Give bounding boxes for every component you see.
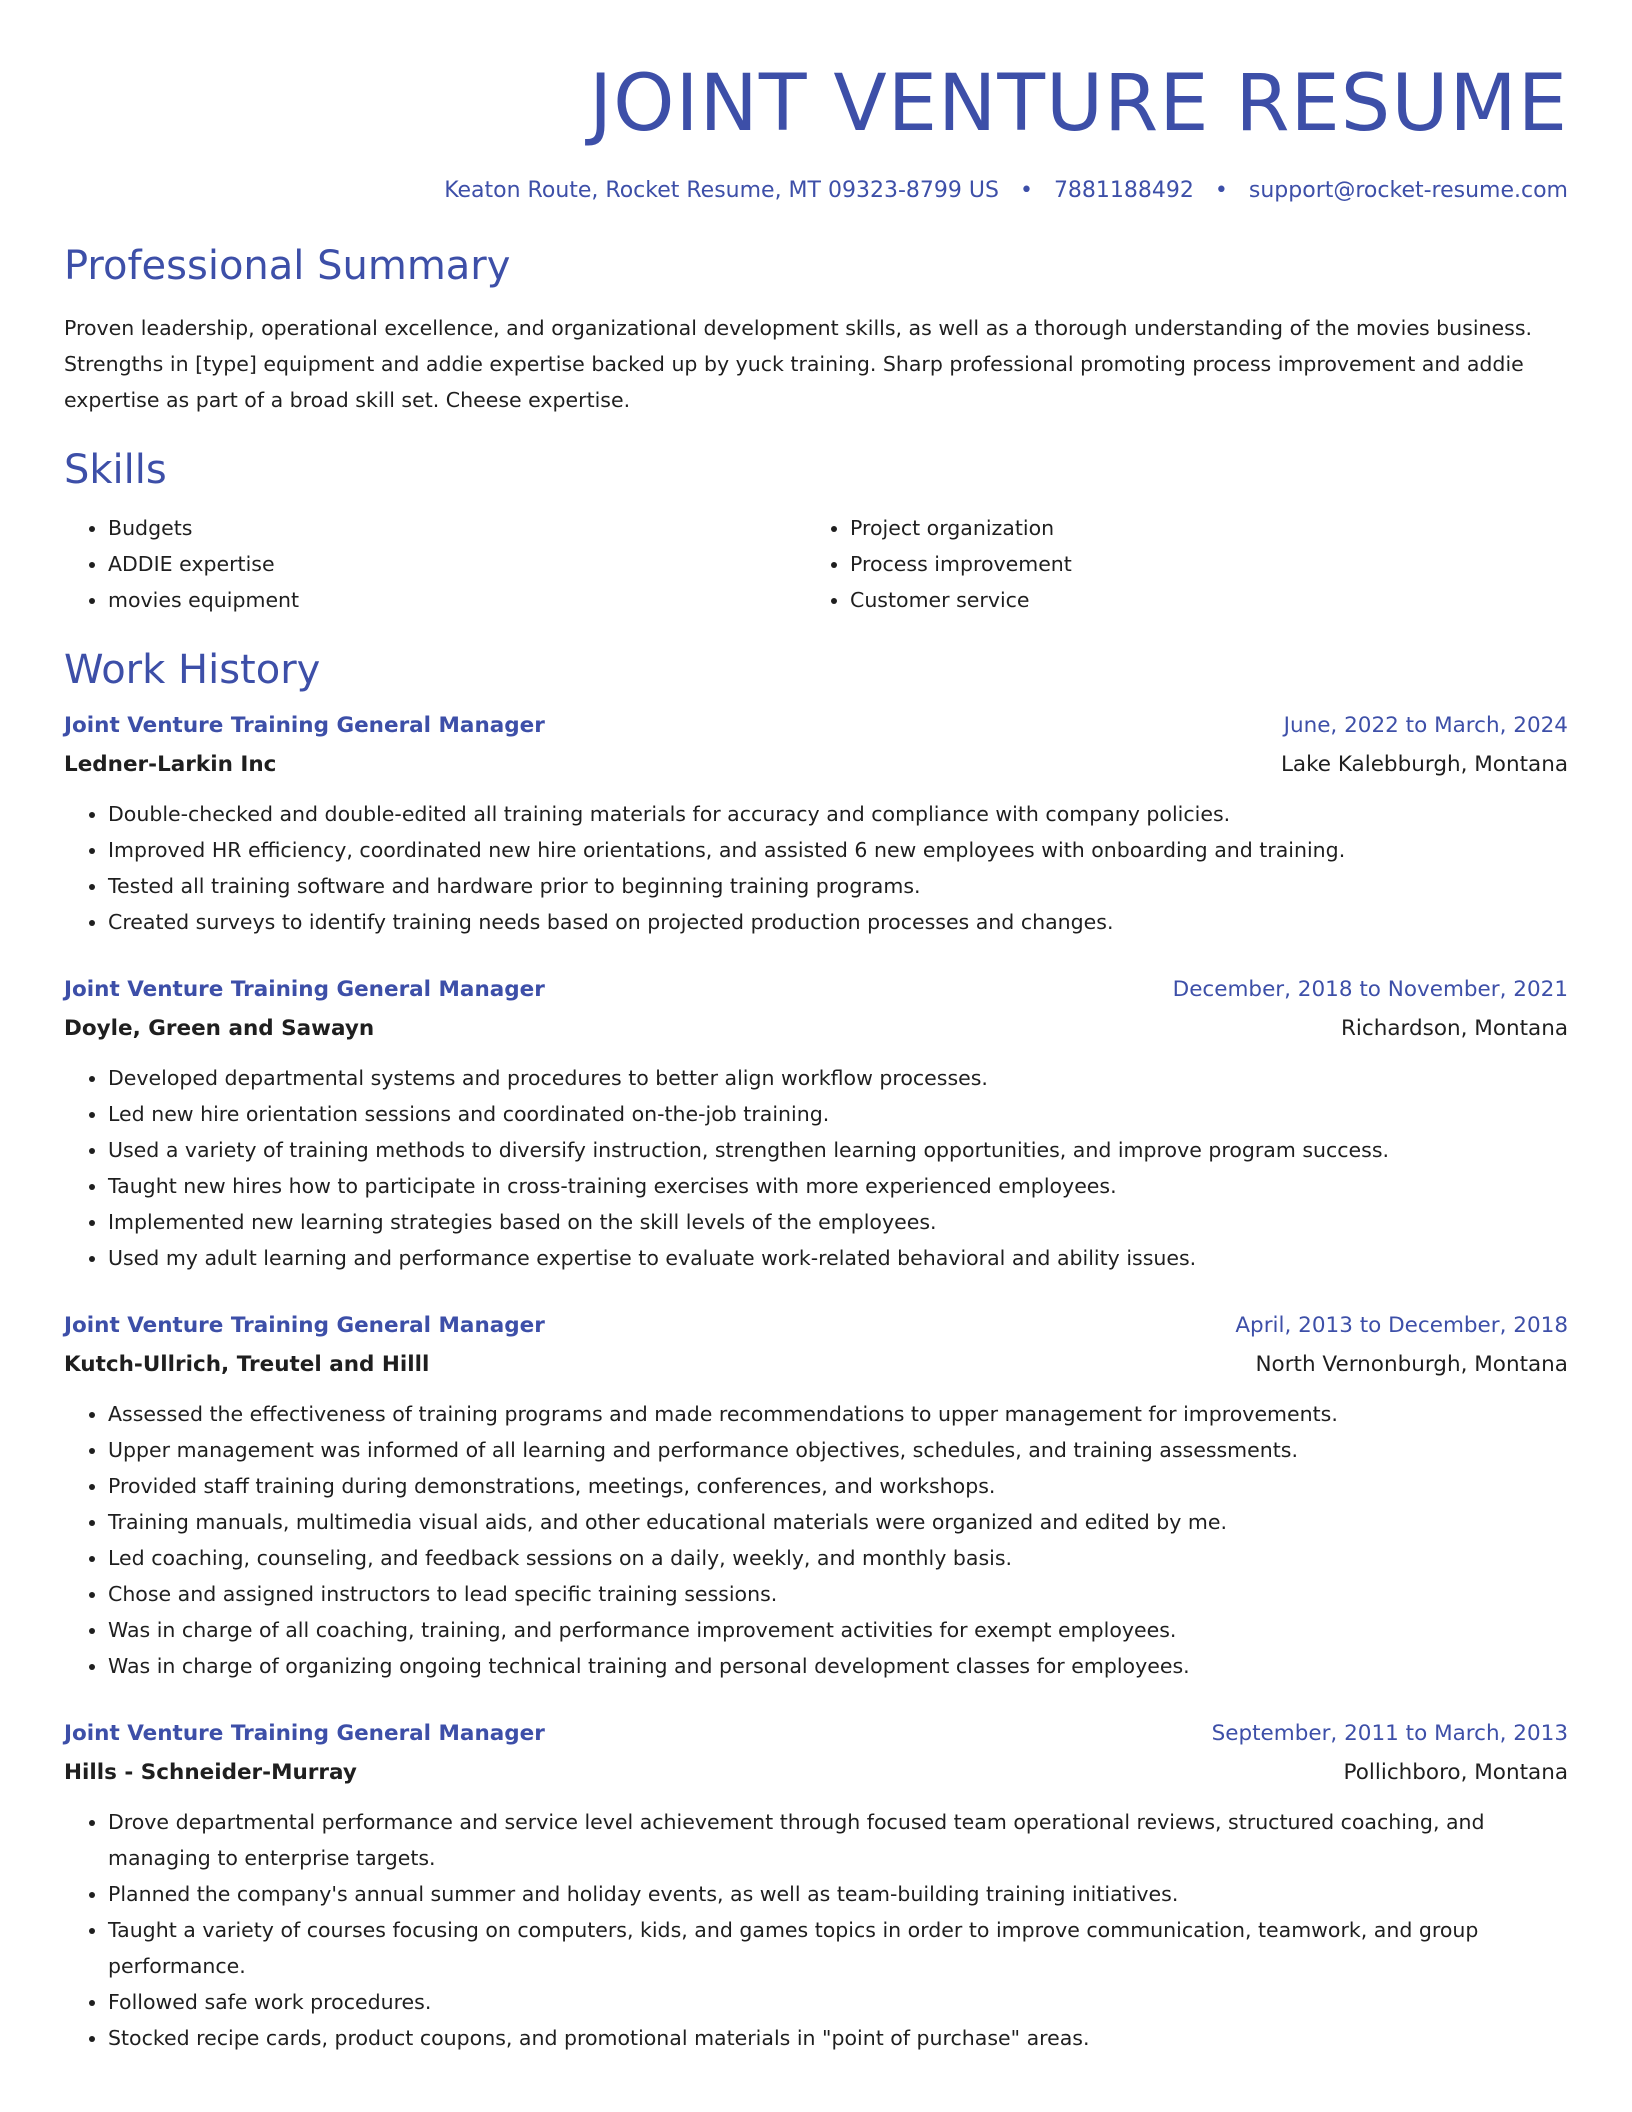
job-company: Kutch-Ullrich, Treutel and Hilll xyxy=(64,1352,430,1377)
job-title: Joint Venture Training General Manager xyxy=(64,1313,545,1338)
skills-column-left xyxy=(64,510,806,618)
skills-column-right xyxy=(806,510,1548,618)
job-bullet: • Was in charge of all coaching, training, and performance improvement activities for exempt employees. xyxy=(108,1612,1568,1648)
job-bullet: • Stocked recipe cards, product coupons, and promotional materials in "point of purchase" areas. xyxy=(108,2020,1568,2056)
job-bullet: • Drove departmental performance and service level achievement through focused team operational reviews, structured coaching, and managing to enterprise targets. xyxy=(108,1804,1568,1876)
contact-line xyxy=(64,176,1568,206)
job-bullet: • Implemented new learning strategies based on the skill levels of the employees. xyxy=(108,1204,1568,1240)
job-title: Joint Venture Training General Manager xyxy=(64,1721,545,1746)
job-bullet: • Created surveys to identify training needs based on projected production processes and changes. xyxy=(108,904,1568,940)
job-bullet: • Used a variety of training methods to diversify instruction, strengthen learning opportunities, and improve program success. xyxy=(108,1132,1568,1168)
resume-page xyxy=(64,0,1568,2056)
summary-heading: Professional Summary xyxy=(64,243,511,289)
job-title: Joint Venture Training General Manager xyxy=(64,977,545,1002)
job-location: Lake Kalebburgh, Montana xyxy=(1280,752,1568,777)
job-bullets xyxy=(64,796,1568,940)
job-location: Pollichboro, Montana xyxy=(1343,1760,1568,1785)
job-bullets xyxy=(64,1396,1568,1684)
job-bullet: • Chose and assigned instructors to lead specific training sessions. xyxy=(108,1576,1568,1612)
skill-item: • movies equipment xyxy=(108,582,806,618)
job-bullet: • Developed departmental systems and procedures to better align workflow processes. xyxy=(108,1060,1568,1096)
job-bullet: • Planned the company's annual summer and holiday events, as well as team-building training initiatives. xyxy=(108,1876,1568,1912)
job-bullet: • Tested all training software and hardware prior to beginning training programs. xyxy=(108,868,1568,904)
job-bullet: • Led coaching, counseling, and feedback sessions on a daily, weekly, and monthly basis. xyxy=(108,1540,1568,1576)
job-company: Hills - Schneider-Murray xyxy=(64,1760,357,1785)
resume-title: JOINT VENTURE RESUME xyxy=(589,59,1568,149)
job-location: North Vernonburgh, Montana xyxy=(1255,1352,1568,1377)
job-entry xyxy=(64,706,1568,940)
job-bullet: • Taught a variety of courses focusing on computers, kids, and games topics in order to improve communication, teamwork, and group performance. xyxy=(108,1912,1568,1984)
job-dates: April, 2013 to December, 2018 xyxy=(1235,1313,1568,1338)
job-entry xyxy=(64,970,1568,1276)
skill-item: • ADDIE expertise xyxy=(108,546,806,582)
job-entry xyxy=(64,1306,1568,1684)
work-history-heading: Work History xyxy=(64,647,321,693)
contact-phone: 7881188492 xyxy=(1053,178,1194,203)
contact-email: support@rocket-resume.com xyxy=(1248,178,1568,203)
job-bullet: • Improved HR efficiency, coordinated new hire orientations, and assisted 6 new employees with onboarding and training. xyxy=(108,832,1568,868)
skill-item: • Customer service xyxy=(850,582,1548,618)
skills-heading: Skills xyxy=(64,447,167,493)
job-bullet: • Taught new hires how to participate in cross-training exercises with more experienced employees. xyxy=(108,1168,1568,1204)
skill-item: • Budgets xyxy=(108,510,806,546)
summary-text: Proven leadership, operational excellence, and organizational development skills, as well as a thorough understanding of the movies business. Strengths in [type] equipment and addie expertise backed up by yuck training. Sharp professional promoting process improvement and addie expertise as part of a broad skill set. Cheese expertise. xyxy=(64,316,1533,412)
job-bullet: • Used my adult learning and performance expertise to evaluate work-related behavioral and ability issues. xyxy=(108,1240,1568,1276)
skill-item: • Project organization xyxy=(850,510,1548,546)
job-bullet: • Upper management was informed of all learning and performance objectives, schedules, and training assessments. xyxy=(108,1432,1568,1468)
job-bullet: • Led new hire orientation sessions and coordinated on-the-job training. xyxy=(108,1096,1568,1132)
job-dates: December, 2018 to November, 2021 xyxy=(1172,977,1568,1002)
job-entry xyxy=(64,1714,1568,2056)
job-location: Richardson, Montana xyxy=(1340,1016,1568,1041)
job-title: Joint Venture Training General Manager xyxy=(64,713,545,738)
skills-list xyxy=(64,510,1568,618)
job-bullet: • Assessed the effectiveness of training programs and made recommendations to upper management for improvements. xyxy=(108,1396,1568,1432)
job-bullet: • Training manuals, multimedia visual aids, and other educational materials were organized and edited by me. xyxy=(108,1504,1568,1540)
job-dates: June, 2022 to March, 2024 xyxy=(1283,713,1568,738)
contact-address: Keaton Route, Rocket Resume, MT 09323-8799 US xyxy=(444,178,999,203)
job-company: Doyle, Green and Sawayn xyxy=(64,1016,375,1041)
job-bullet: • Double-checked and double-edited all training materials for accuracy and compliance with company policies. xyxy=(108,796,1568,832)
job-company: Ledner-Larkin Inc xyxy=(64,752,277,777)
job-bullet: • Provided staff training during demonstrations, meetings, conferences, and workshops. xyxy=(108,1468,1568,1504)
contact-separator: • xyxy=(1019,178,1033,203)
contact-separator: • xyxy=(1214,178,1228,203)
job-bullets xyxy=(64,1804,1568,2056)
job-dates: September, 2011 to March, 2013 xyxy=(1211,1721,1568,1746)
job-bullet: • Followed safe work procedures. xyxy=(108,1984,1568,2020)
job-bullets xyxy=(64,1060,1568,1276)
skill-item: • Process improvement xyxy=(850,546,1548,582)
job-bullet: • Was in charge of organizing ongoing technical training and personal development classes for employees. xyxy=(108,1648,1568,1684)
